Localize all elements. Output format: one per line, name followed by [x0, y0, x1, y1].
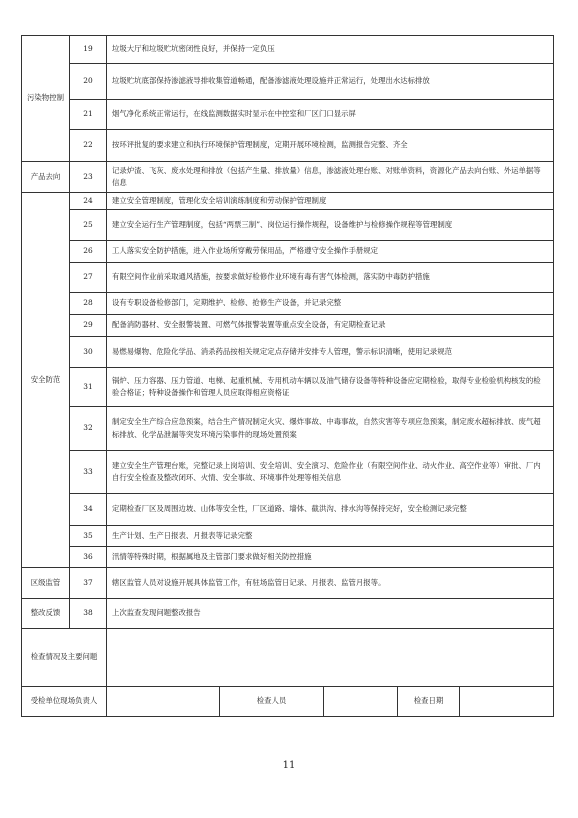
page-number: 11 [282, 760, 296, 771]
item-requirement: 烟气净化系统正常运行，在线监测数据实时显示在中控室和厂区门口显示屏 [107, 100, 554, 130]
item-number: 38 [70, 599, 107, 629]
item-requirement: 制定安全生产综合应急预案，结合生产情况制定火灾、爆炸事故、中毒事故，自然灾害等专项应急预案，制定废水超标排放、废气超标排放、化学品泄漏等突发环境污染事件的现场处置预案 [107, 407, 554, 451]
category-district-supervision: 区级监管 [22, 568, 70, 599]
table-row [22, 64, 554, 100]
table-row [22, 407, 554, 451]
item-number: 20 [70, 64, 107, 100]
table-row [22, 210, 554, 241]
item-requirement: 锅炉、压力容器、压力管道、电梯、起重机械、专用机动车辆以及油气储存设备等特种设备应定期检验，取得专业检验机构核发的检验合格证；特种设备操作和管理人员应取得相应资格证 [107, 368, 554, 407]
category-product-destination: 产品去向 [22, 162, 70, 193]
inspected-unit-field[interactable] [107, 687, 220, 717]
inspector-field[interactable] [324, 687, 398, 717]
inspection-summary-label: 检查情况及主要问题 [22, 629, 107, 687]
item-requirement: 易燃易爆物、危险化学品、消杀药品按相关规定定点存储并安排专人管理，警示标识清晰，使用记录规范 [107, 337, 554, 368]
item-number: 24 [70, 193, 107, 210]
item-number: 25 [70, 210, 107, 241]
item-number: 30 [70, 337, 107, 368]
item-requirement: 设有专职设备检修部门，定期维护、检修、抢修生产设备，并记录完整 [107, 293, 554, 315]
table-row [22, 599, 554, 629]
item-requirement: 工人落实安全防护措施，进入作业场所穿戴劳保用品，严格遵守安全操作手册规定 [107, 241, 554, 263]
inspected-unit-label: 受检单位现场负责人 [22, 687, 107, 717]
item-requirement: 垃圾贮坑底部保持渗滤液导排收集管道畅通，配备渗滤液处理设施并正常运行，处理出水达标排放 [107, 64, 554, 100]
table-row [22, 526, 554, 547]
table-row [22, 315, 554, 337]
table-row [22, 568, 554, 599]
item-requirement: 按环评批复的要求建立和执行环境保护管理制度，定期开展环境检测，监测报告完整、齐全 [107, 130, 554, 162]
table-row [22, 547, 554, 568]
item-requirement: 上次监查发现问题整改报告 [107, 599, 554, 629]
table-row [22, 36, 554, 64]
table-row [22, 100, 554, 130]
item-number: 35 [70, 526, 107, 547]
item-requirement: 建立安全生产管理台账，完整记录上岗培训、安全培训、安全演习、危险作业（有限空间作业、动火作业、高空作业等）审批、厂内自行安全检查及整改闭环、火情、安全事故、环境事件处理等相关信息 [107, 451, 554, 494]
table-row [22, 337, 554, 368]
item-requirement: 汛情等特殊时期，根据属地及主管部门要求做好相关防控措施 [107, 547, 554, 568]
item-requirement: 辖区监管人员对设施开展具体监管工作，有驻场监管日记录、月报表、监管月报等。 [107, 568, 554, 599]
table-row [22, 263, 554, 293]
inspection-date-label: 检查日期 [398, 687, 460, 717]
table-row [22, 193, 554, 210]
inspection-summary-field[interactable] [107, 629, 554, 687]
inspection-date-field[interactable] [460, 687, 554, 717]
category-safety-protection: 安全防范 [22, 193, 70, 568]
category-pollution-control: 污染物控制 [22, 36, 70, 162]
table-row [22, 162, 554, 193]
item-requirement: 定期检查厂区及周围边坡、山体等安全性，厂区道路、墙体、截洪沟、排水沟等保持完好，安全检测记录完整 [107, 494, 554, 526]
checklist-document [21, 35, 553, 717]
item-number: 33 [70, 451, 107, 494]
table-row [22, 130, 554, 162]
item-number: 27 [70, 263, 107, 293]
item-requirement: 生产计划、生产日报表、月报表等记录完整 [107, 526, 554, 547]
item-requirement: 垃圾大厅和垃圾贮坑密闭性良好，并保持一定负压 [107, 36, 554, 64]
item-number: 26 [70, 241, 107, 263]
item-number: 23 [70, 162, 107, 193]
item-requirement: 记录炉渣、飞灰、废水处理和排放（包括产生量、排放量）信息，渗滤液处理台账、对账单资料，资源化产品去向台账、外运单据等信息 [107, 162, 554, 193]
inspection-summary-row [22, 629, 554, 687]
item-number: 34 [70, 494, 107, 526]
checklist-table [21, 35, 554, 717]
item-number: 19 [70, 36, 107, 64]
item-requirement: 配备消防器材、安全报警装置、可燃气体报警装置等重点安全设备，有定期检查记录 [107, 315, 554, 337]
category-rectification-feedback: 整改反馈 [22, 599, 70, 629]
signature-row [22, 687, 554, 717]
item-requirement: 建立安全运行生产管理制度，包括“两票三制”、岗位运行操作规程，设备维护与检修操作规程等管理制度 [107, 210, 554, 241]
inspector-label: 检查人员 [220, 687, 324, 717]
item-number: 28 [70, 293, 107, 315]
item-number: 22 [70, 130, 107, 162]
table-row [22, 451, 554, 494]
table-row [22, 368, 554, 407]
table-row [22, 241, 554, 263]
item-number: 32 [70, 407, 107, 451]
item-number: 31 [70, 368, 107, 407]
item-requirement: 有限空间作业前采取通风措施，按要求做好检修作业环境有毒有害气体检测，落实防中毒防护措施 [107, 263, 554, 293]
table-row [22, 293, 554, 315]
table-row [22, 494, 554, 526]
item-number: 37 [70, 568, 107, 599]
item-number: 36 [70, 547, 107, 568]
item-number: 21 [70, 100, 107, 130]
item-number: 29 [70, 315, 107, 337]
item-requirement: 建立安全管理制度，管理化安全培训演练制度和劳动保护管理制度 [107, 193, 554, 210]
